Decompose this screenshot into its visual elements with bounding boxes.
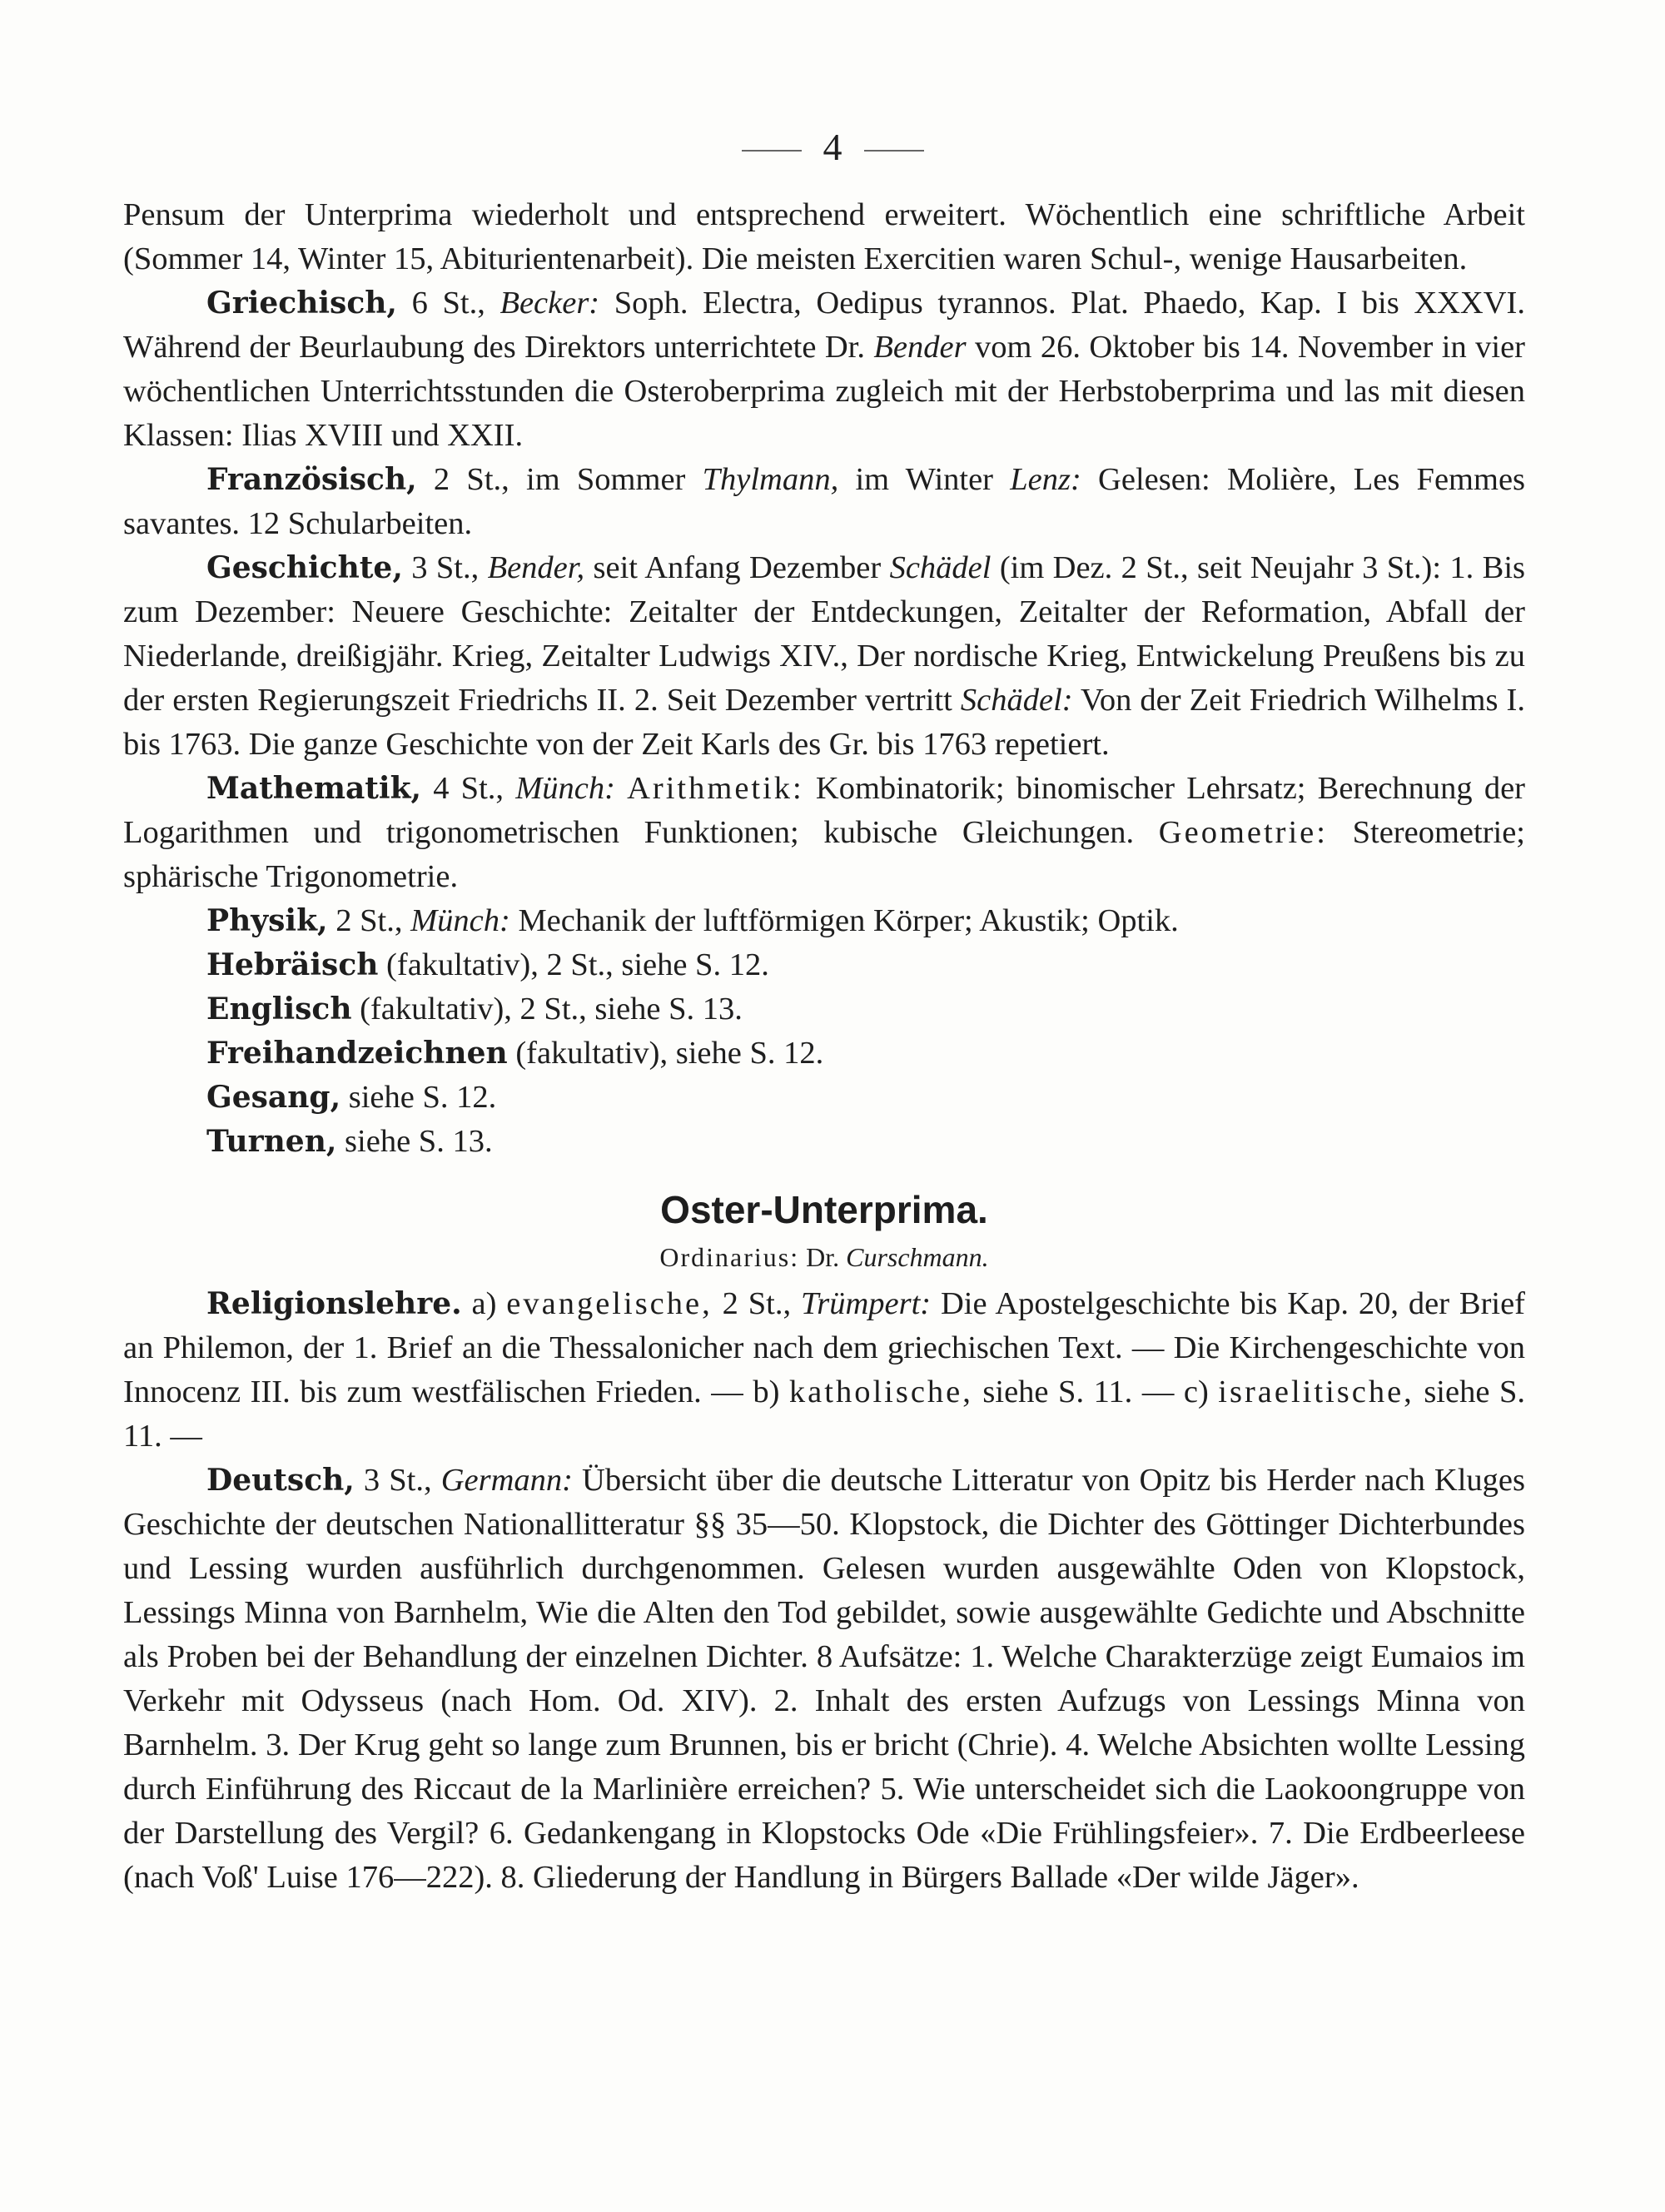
ordinarius-line: Ordinarius: Dr. Curschmann. [659,1242,989,1272]
teacher-name: Lenz: [1010,462,1081,497]
subject-heading: Geschichte, [206,550,403,585]
spaced-term: Arithmetik: [627,771,804,806]
teacher-name: Bender, [487,550,585,585]
paragraph-deutsch: Deutsch, 3 St., Germann: Übersicht über die deutsche Litteratur von Opitz bis Herder nach Kluges Geschichte der deutschen Nationallitteratur §§ 35—50. Klopstock, die Dichter des Göttinger Dichterbundes und Lessing wurden ausführlich durchgenommen. Gelesen wurden ausgewählte Oden von Klopstock, Lessings Minna von Barnhelm, Wie die Alten den Tod gebildet, sowie ausgewählte Gedichte und Abschnitte als Proben bei der Behandlung der einzelnen Dichter. 8 Aufsätze: 1. Welche Charakterzüge zeigt Eumaios im Verkehr mit Odysseus (nach Hom. Od. XIV). 2. Inhalt des ersten Aufzugs von Lessings Minna von Barnhelm. 3. Der Krug geht so lange zum Brunnen, bis er bricht (Chrie). 4. Welche Absichten wollte Lessing durch Einführung des Riccaut de la Marlinière erreichen? 5. Wie unterscheidet sich die Laokoongruppe von der Darstellung des Vergil? 6. Gedankengang in Klopstocks Ode «Die Frühlingsfeier». 7. Die Erdbeerleese (nach Voß' Luise 176—222). 8. Gliederung der Handlung in Bürgers Ballade «Der wilde Jäger». [123,1463,1525,1895]
teacher-name: Curschmann. [846,1242,989,1272]
teacher-name: Becker: [500,286,600,321]
paragraph-griechisch: Griechisch, 6 St., Becker: Soph. Electra, Oedipus tyrannos. Plat. Phaedo, Kap. I bis XXXVI. Während der Beurlaubung des Direktors unterrichtete Dr. Bender vom 26. Oktober bis 14. November in vier wöchentlichen Unterrichtsstunden die Osteroberprima zugleich mit der Herbstoberprima und las mit diesen Klassen: Ilias XVIII und XXII. [123,286,1525,453]
header-dash-left [742,150,802,152]
teacher-name: Schädel: [960,683,1073,718]
paragraph-geschichte: Geschichte, 3 St., Bender, seit Anfang Dezember Schädel (im Dez. 2 St., seit Neujahr 3 St.): 1. Bis zum Dezember: Neuere Geschichte: Zeitalter der Entdeckungen, Zeitalter der Reformation, Abfall der Niederlande, dreißigjähr. Krieg, Zeitalter Ludwigs XIV., Der nordische Krieg, Entwickelung Preußens bis zu der ersten Regierungszeit Friedrichs II. 2. Seit Dezember vertritt Schädel: Von der Zeit Friedrich Wilhelms I. bis 1763. Die ganze Geschichte von der Zeit Karls des Gr. bis 1763 repetiert. [123,550,1526,762]
paragraph-franzoesisch: Französisch, 2 St., im Sommer Thylmann, im Winter Lenz: Gelesen: Molière, Les Femmes savantes. 12 Schularbeiten. [123,462,1526,541]
subject-heading: Gesang, [206,1080,341,1115]
teacher-name: Schädel [889,550,992,585]
spaced-term: evangelische, [506,1286,713,1321]
subject-heading: Englisch [206,992,352,1026]
subject-heading: Mathematik, [206,771,422,806]
teacher-name: Bender [873,330,967,365]
teacher-name: Thylmann, [702,462,839,497]
header-dash-right [864,150,924,152]
subject-heading: Freihandzeichnen [206,1036,508,1071]
paragraph-turnen: Turnen, siehe S. 13. [206,1124,493,1159]
subject-heading: Physik, [206,903,328,938]
section-title: Oster-Unterprima. [660,1188,988,1231]
paragraph-gesang: Gesang, siehe S. 12. [206,1080,497,1115]
teacher-name: Münch: [515,771,615,806]
spaced-term: israelitische, [1218,1374,1414,1409]
paragraph-englisch: Englisch (fakultativ), 2 St., siehe S. 13. [206,992,743,1026]
teacher-name: Münch: [410,903,510,938]
spaced-term: Geometrie: [1158,815,1328,850]
paragraph-hebraeisch: Hebräisch (fakultativ), 2 St., siehe S. 12. [206,947,769,982]
subject-heading: Turnen, [206,1124,337,1159]
paragraph-religionslehre: Religionslehre. a) evangelische, 2 St., Trümpert: Die Apostelgeschichte bis Kap. 20, der Brief an Philemon, der 1. Brief an die Thessalonicher nach dem griechischen Text. — Die Kirchengeschichte von Innocenz III. bis zum westfälischen Frieden. — b) katholische, siehe S. 11. — c) israelitische, siehe S. 11. — [123,1286,1526,1454]
subject-heading: Religionslehre. [206,1286,462,1321]
teacher-name: Trümpert: [800,1286,932,1321]
teacher-name: Germann: [440,1463,573,1498]
page-header [0,125,1665,169]
subject-heading: Französisch, [206,462,417,497]
spaced-term: katholische, [788,1374,973,1409]
intro-paragraph: Pensum der Unterprima wiederholt und entsprechend erweitert. Wöchentlich eine schriftliche Arbeit (Sommer 14, Winter 15, Abiturientenarbeit). Die meisten Exercitien waren Schul-, wenige Hausarbeiten. [123,197,1525,276]
subject-heading: Hebräisch [206,947,379,982]
paragraph-freihandzeichnen: Freihandzeichnen (fakultativ), siehe S. 12. [206,1036,824,1071]
document-body [123,193,1525,1900]
paragraph-mathematik: Mathematik, 4 St., Münch: Arithmetik: Kombinatorik; binomischer Lehrsatz; Berechnung der Logarithmen und trigonometrischen Funktionen; kubische Gleichungen. Geometrie: Stereometrie; sphärische Trigonometrie. [123,771,1526,894]
subject-heading: Deutsch, [206,1463,355,1498]
subject-heading: Griechisch, [206,286,397,321]
paragraph-physik: Physik, 2 St., Münch: Mechanik der luftförmigen Körper; Akustik; Optik. [206,903,1179,938]
page-number: 4 [823,126,842,168]
